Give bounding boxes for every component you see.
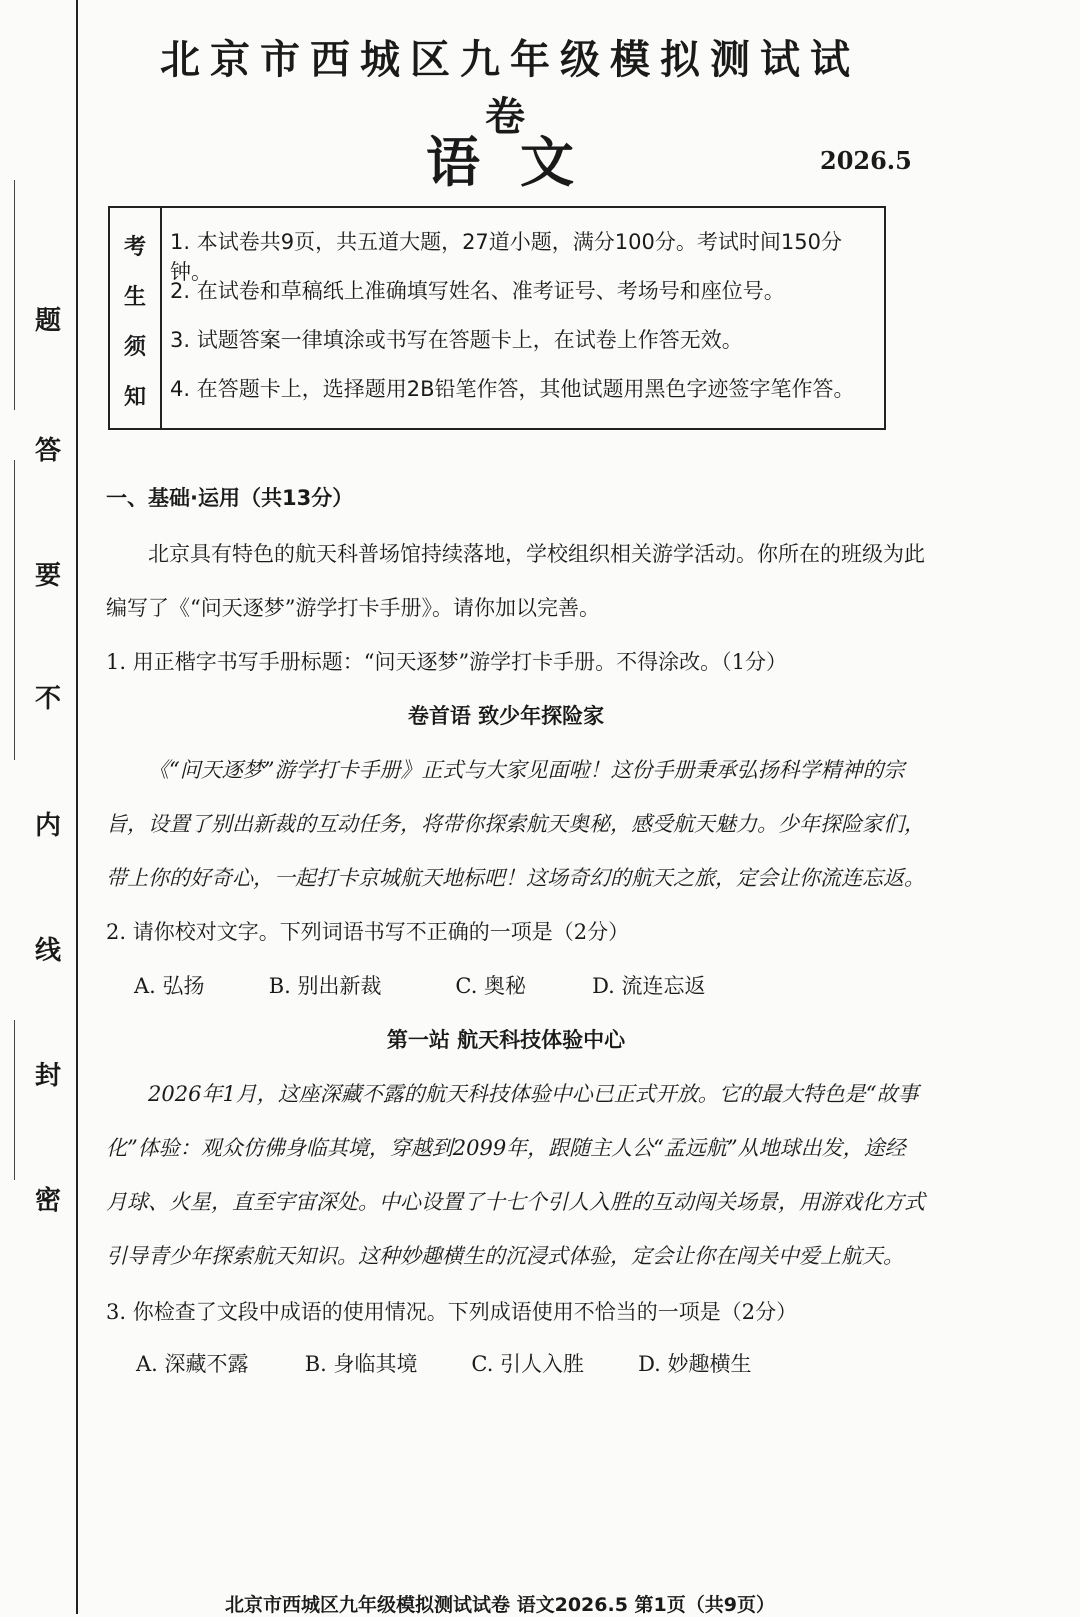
preface-paragraph: 旨，设置了别出新裁的互动任务，将带你探索航天奥秘，感受航天魅力。少年探险家们， — [106, 812, 925, 836]
option-b: B. 身临其境 — [304, 1352, 418, 1376]
notice-label — [110, 208, 162, 428]
seal-char: 内 — [34, 811, 61, 841]
class-field-line — [14, 1020, 15, 1180]
candidate-notice-box — [108, 206, 886, 430]
notice-item: 1. 本试卷共9页，共五道大题，27道小题，满分100分。考试时间150分钟。 — [170, 230, 842, 284]
option-b: B. 别出新裁 — [268, 974, 382, 998]
seal-char: 线 — [34, 936, 61, 966]
option-d: D. 流连忘返 — [592, 974, 706, 998]
station-paragraph: 引导青少年探索航天知识。这种妙趣横生的沉浸式体验，定会让你在闯关中爱上航天。 — [106, 1244, 904, 1268]
intro-paragraph: 编写了《“问天逐梦”游学打卡手册》。请你加以完善。 — [106, 596, 600, 620]
section-heading: 一、基础·运用（共13分） — [106, 486, 354, 510]
question-1: 1. 用正楷字书写手册标题：“问天逐梦”游学打卡手册。不得涂改。（1分） — [106, 650, 788, 674]
binding-margin — [0, 0, 80, 1614]
station-title: 第一站 航天科技体验中心 — [386, 1027, 626, 1052]
binding-rule — [76, 0, 78, 1614]
option-c: C. 引人入胜 — [471, 1352, 585, 1376]
question-3-options — [136, 1348, 752, 1378]
intro-paragraph: 北京具有特色的航天科普场馆持续落地，学校组织相关游学活动。你所在的班级为此 — [148, 542, 925, 566]
exam-title: 北京市西城区九年级模拟测试试卷 — [160, 37, 860, 140]
station-paragraph: 化”体验：观众仿佛身临其境，穿越到2099年，跟随主人公“孟远航”从地球出发，途经 — [106, 1136, 906, 1160]
preface-title: 卷首语 致少年探险家 — [407, 703, 605, 728]
seal-char: 要 — [34, 561, 61, 591]
preface-paragraph: 带上你的好奇心，一起打卡京城航天地标吧！这场奇幻的航天之旅，定会让你流连忘返。 — [106, 866, 925, 890]
notice-item: 4. 在答题卡上，选择题用2B铅笔作答，其他试题用黑色字迹签字笔作答。 — [170, 377, 855, 401]
exam-date: 2026.5 — [820, 146, 912, 175]
student-id-line — [14, 460, 15, 760]
notice-label-char: 考 — [123, 234, 146, 260]
station-paragraph: 月球、火星，直至宇宙深处。中心设置了十七个引人入胜的互动闯关场景，用游戏化方式 — [106, 1190, 925, 1214]
name-field-line — [14, 180, 15, 410]
notice-label-char: 生 — [123, 284, 146, 310]
option-a: A. 弘扬 — [134, 974, 205, 998]
question-3: 3. 你检查了文段中成语的使用情况。下列成语使用不恰当的一项是（2分） — [106, 1300, 798, 1324]
notice-label-char: 须 — [123, 334, 146, 360]
seal-char: 题 — [34, 306, 61, 336]
station-paragraph: 2026年1月，这座深藏不露的航天科技体验中心已正式开放。它的最大特色是“故事 — [148, 1082, 919, 1106]
subject-title: 语文 — [426, 131, 614, 194]
seal-char: 答 — [34, 436, 61, 466]
page-footer: 北京市西城区九年级模拟测试试卷 语文2026.5 第1页（共9页） — [225, 1594, 775, 1616]
option-c: C. 奥秘 — [455, 974, 527, 998]
option-a: A. 深藏不露 — [136, 1352, 249, 1376]
notice-label-char: 知 — [123, 384, 146, 410]
question-2-options — [134, 970, 706, 1000]
notice-item: 3. 试题答案一律填涂或书写在答题卡上，在试卷上作答无效。 — [170, 328, 743, 352]
notice-items — [170, 226, 874, 422]
notice-item: 2. 在试卷和草稿纸上准确填写姓名、准考证号、考场号和座位号。 — [170, 279, 785, 303]
preface-paragraph: 《“问天逐梦”游学打卡手册》正式与大家见面啦！这份手册秉承弘扬科学精神的宗 — [148, 758, 905, 782]
seal-char: 封 — [34, 1061, 61, 1091]
question-2: 2. 请你校对文字。下列词语书写不正确的一项是（2分） — [106, 920, 630, 944]
option-d: D. 妙趣横生 — [638, 1352, 752, 1376]
seal-char: 不 — [34, 684, 61, 714]
seal-char: 密 — [34, 1186, 61, 1216]
